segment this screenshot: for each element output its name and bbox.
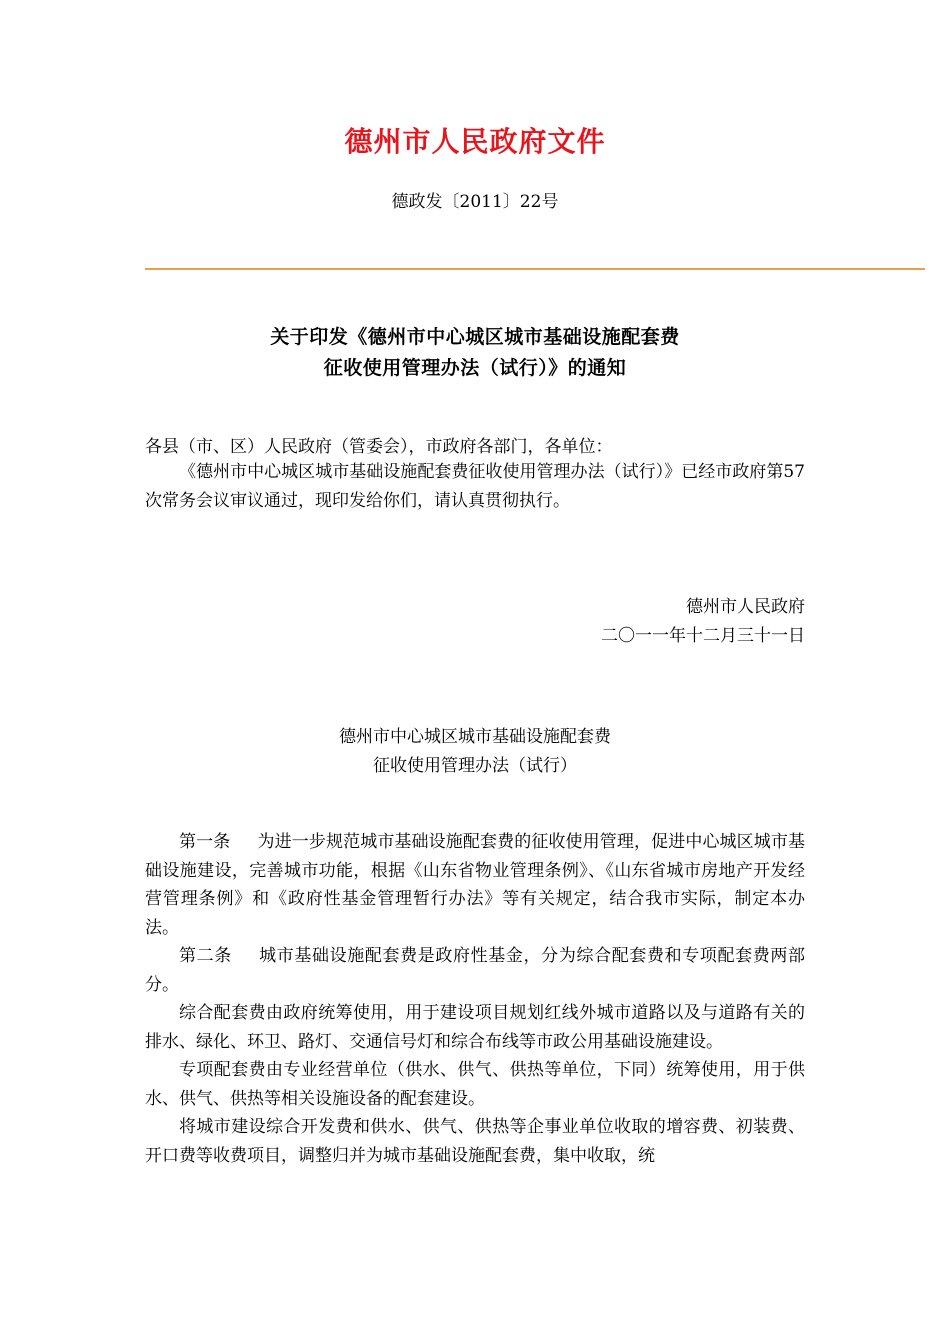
article-label: 第一条 [179,832,231,852]
article-2 [145,942,805,999]
notice-title-line-2: 征收使用管理办法（试行）》的通知 [323,357,627,379]
article-1 [145,828,805,942]
document-number: 德政发〔2011〕22号 [391,192,559,212]
regulation-title-line-2: 征收使用管理办法（试行） [373,756,577,776]
article-text: 为进一步规范城市基础设施配套费的征收使用管理，促进中心城区城市基础设施建设，完善城市功能，根据《山东省物业管理条例》、《山东省城市房地产开发经营管理条例》和《政府性基金管理暂行办法》等有关规定，结合我市实际，制定本办法。 [145,832,806,938]
regulation-title-line-1: 德州市中心城区城市基础设施配套费 [339,727,611,747]
article-label: 第二条 [179,946,232,966]
article-text: 城市基础设施配套费是政府性基金，分为综合配套费和专项配套费两部分。 [145,946,806,995]
paragraph: 综合配套费由政府统筹使用，用于建设项目规划红线外城市道路以及与道路有关的排水、绿化、环卫、路灯、交通信号灯和综合布线等市政公用基础设施建设。 [145,1003,805,1052]
signature-issuer: 德州市人民政府 [686,597,805,617]
regulation-body [145,828,805,1170]
notice-title-line-1: 关于印发《德州市中心城区城市基础设施配套费 [270,326,680,348]
paragraph: 将城市建设综合开发费和供水、供气、供热等企事业单位收取的增容费、初装费、开口费等收费项目，调整归并为城市基础设施配套费，集中收取，统 [145,1117,805,1166]
header-divider [145,268,925,270]
document-header-title: 德州市人民政府文件 [344,125,606,158]
signature-date: 二〇一一年十二月三十一日 [601,626,805,646]
paragraph: 专项配套费由专业经营单位（供水、供气、供热等单位，下同）统筹使用，用于供水、供气、供热等相关设施设备的配套建设。 [145,1060,805,1109]
notice-body [145,458,805,515]
notice-body-text: 《德州市中心城区城市基础设施配套费征收使用管理办法（试行）》已经市政府第57次常务会议审议通过，现印发给你们，请认真贯彻执行。 [145,462,805,511]
notice-addressee: 各县（市、区）人民政府（管委会），市政府各部门，各单位： [145,437,613,457]
